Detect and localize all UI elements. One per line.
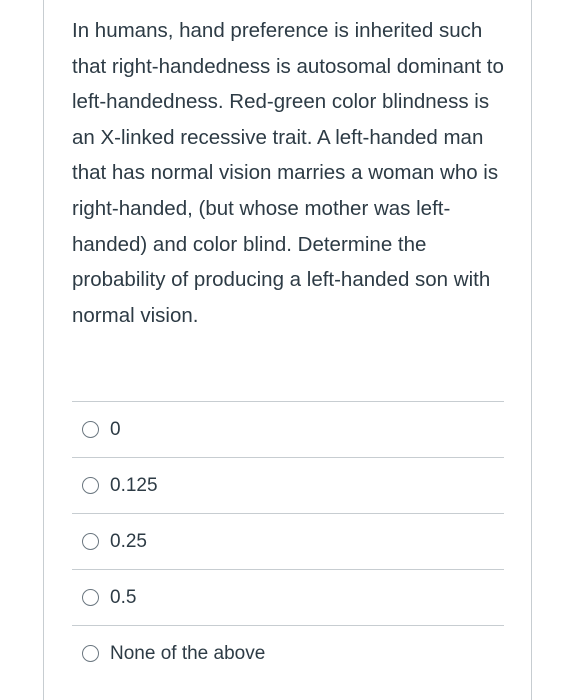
- answer-list: [72, 401, 504, 681]
- answer-option-0[interactable]: [72, 401, 504, 457]
- answer-label: 0: [110, 418, 121, 440]
- answer-label: 0.125: [110, 474, 158, 496]
- answer-option-0-5[interactable]: [72, 569, 504, 625]
- radio-button-icon[interactable]: [82, 421, 99, 438]
- question-card: [43, 0, 532, 700]
- answer-label: None of the above: [110, 642, 266, 664]
- answer-option-0-125[interactable]: [72, 457, 504, 513]
- answer-option-0-25[interactable]: [72, 513, 504, 569]
- question-text: In humans, hand preference is inherited such that right-handedness is autosomal dominant to left-handedness. Red-green color blindness is an X-linked recessive trait. A left-handed man that has normal vision marries a woman who is right-handed, (but whose mother was left-handed) and color blind. Determine the probability of producing a left-handed son with normal vision.: [72, 19, 504, 327]
- radio-button-icon[interactable]: [82, 589, 99, 606]
- radio-button-icon[interactable]: [82, 533, 99, 550]
- answer-label: 0.5: [110, 586, 137, 608]
- radio-button-icon[interactable]: [82, 477, 99, 494]
- answer-label: 0.25: [110, 530, 147, 552]
- answer-option-none-of-the-above[interactable]: [72, 625, 504, 681]
- radio-button-icon[interactable]: [82, 645, 99, 662]
